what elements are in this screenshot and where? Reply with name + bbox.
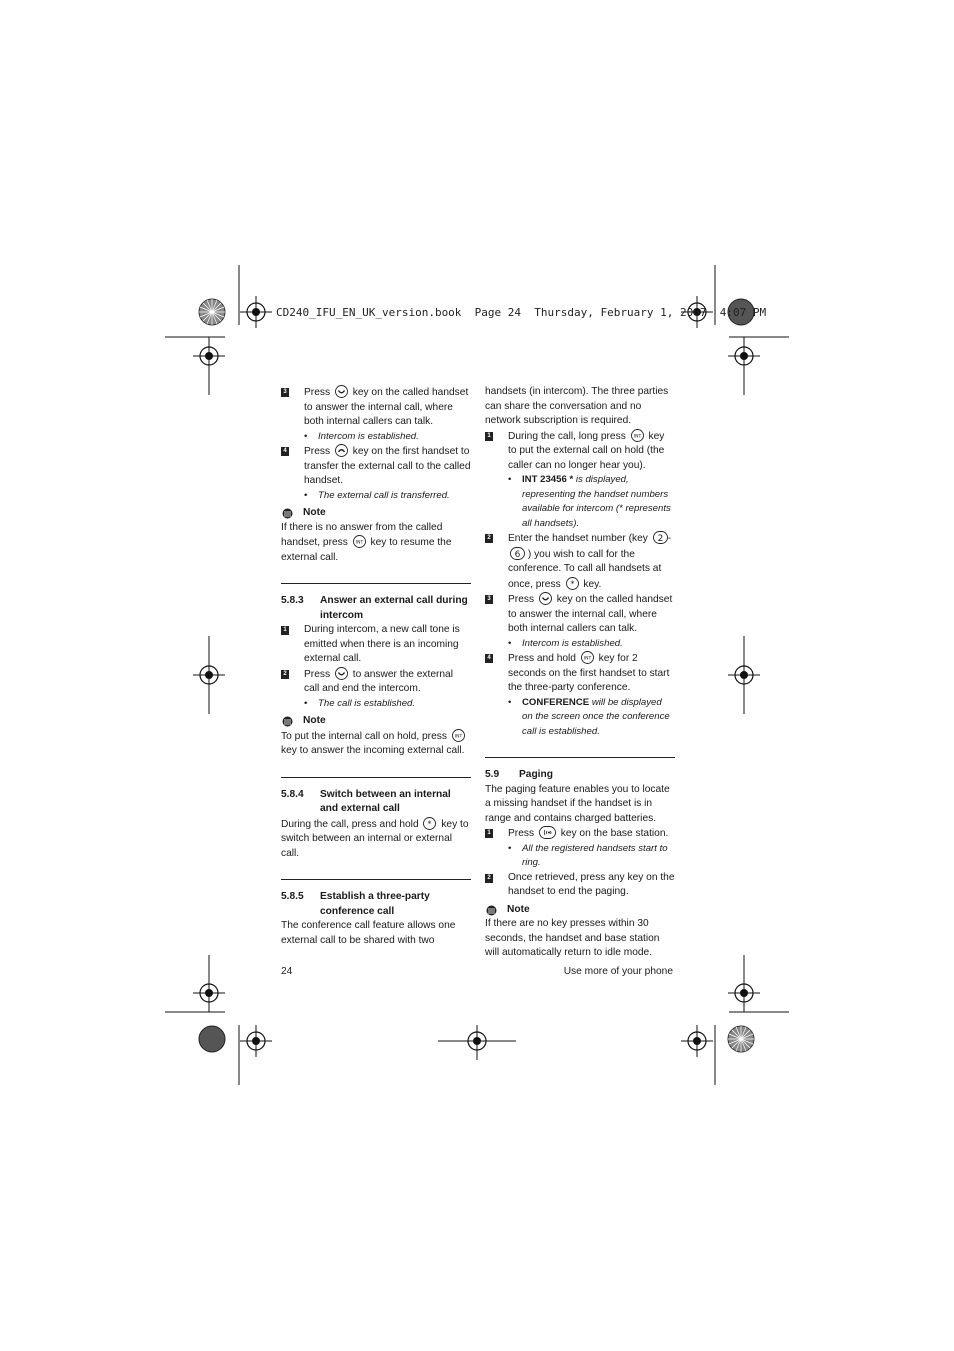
step-number: 2 [485,874,493,883]
bullet: • The call is established. [281,697,471,712]
step-number: 3 [485,595,493,604]
section-text: The conference call feature allows one external call to be shared with two [281,920,456,946]
note-text: If there are no key presses within 30 seconds, the handset and base station will automatically return to idle mode. [485,918,660,958]
section-rule [485,757,675,758]
bullet: • All the registered handsets start to ring. [485,842,675,871]
step-1-conference: 1 During the call, long press INT key to put the external call on hold (the caller can no longer hear you). [485,429,675,474]
step-number: 2 [281,670,289,679]
svg-text:INT: INT [633,433,641,439]
bullet: • The external call is transferred. [281,489,471,504]
section-heading-5-8-3: 5.8.3 Answer an external call during intercom [281,595,468,621]
bullet: • INT 23456 * is displayed, representing the handset numbers available for intercom (* represents all handsets). [485,473,675,531]
note-heading: Note [281,506,471,521]
svg-text:INT: INT [583,656,592,662]
step-number: 4 [281,447,289,456]
step-number: 3 [281,388,289,397]
svg-text:*: * [570,579,575,588]
bullet: • Intercom is established. [485,637,675,652]
section-text: During the call, press and hold * key to switch between an internal or external call. [281,818,469,859]
note-heading: Note [281,714,471,729]
left-column [281,385,471,948]
note-icon [486,905,497,916]
step-1-paging: 1 Press key on the base station. [485,826,675,842]
footer-section-name: Use more of your phone [563,966,673,977]
int-key-icon [631,429,644,442]
step-number: 2 [485,534,493,543]
step-number: 1 [485,432,493,441]
key-2-icon [653,531,666,544]
bullet: • CONFERENCE will be displayed on the screen once the conference call is established. [485,696,675,740]
running-head: CD240_IFU_EN_UK_version.book Page 24 Thursday, February 1, 2007 4:07 PM [276,306,767,319]
svg-text:6: 6 [514,549,521,560]
note-text: To put the internal call on hold, press INT key to answer the incoming external call. [281,730,465,756]
talk-key-icon [539,592,552,605]
star-key-icon [423,817,436,830]
note-heading: Note [485,903,675,918]
step-4-transfer: 4 Press key on the first handset to transfer the external call to the called handset. [281,444,471,489]
section-text: The paging feature enables you to locate a missing handset if the handset is in range and contains charged batteries. [485,783,670,824]
continued-text: handsets (in intercom). The three parties can share the conversation and no network subscription is required. [485,386,669,426]
note-text: If there is no answer from the called handset, press INT key to resume the external call. [281,521,452,563]
page-number: 24 [281,966,293,977]
int-key-icon [353,535,366,548]
talk-key-icon [335,385,348,398]
note-icon [282,716,293,727]
step-2-paging: 2 Once retrieved, press any key on the handset to end the paging. [485,871,675,900]
step-2-conference: 2 Enter the handset number (key 2 - 6 ) you wish to call for the conference. To call all handsets at once, press * key. [485,531,675,592]
talk-key-icon [335,667,348,680]
step-1-answer: 1 During intercom, a new call tone is emitted when there is an incoming external call. [281,623,471,667]
svg-text:INT: INT [454,733,463,739]
svg-text:INT: INT [355,540,363,546]
bullet: • Intercom is established. [281,430,471,445]
right-column [485,385,675,961]
step-3-conference: 3 Press key on the called handset to answer the internal call, where both internal callers can talk. [485,592,675,637]
step-2-answer: 2 Press to answer the external call and end the intercom. [281,667,471,697]
paging-key-icon [539,826,556,839]
section-rule [281,879,471,880]
svg-text:*: * [427,819,432,828]
key-6-icon [510,547,523,560]
step-number: 1 [485,829,493,838]
section-rule [281,583,471,584]
star-key-icon [566,577,579,590]
step-number: 4 [485,654,493,663]
section-heading-5-8-5: 5.8.5 Establish a three-party conference call [281,891,430,917]
step-number: 1 [281,626,289,635]
svg-text:2: 2 [657,534,664,544]
step-4-conference: 4 Press and hold INT key for 2 seconds on the first handset to start the three-party conference. [485,651,675,696]
section-heading-5-9: 5.9 Paging [485,769,553,780]
step-3-transfer: 3 Press key on the called handset to answer the internal call, where both internal callers can talk. [281,385,471,430]
hangup-key-icon [335,444,348,457]
int-key-icon [581,651,594,664]
section-rule [281,777,471,778]
section-heading-5-8-4: 5.8.4 Switch between an internal and external call [281,788,451,814]
note-icon [282,508,293,519]
int-key-icon [452,729,465,742]
